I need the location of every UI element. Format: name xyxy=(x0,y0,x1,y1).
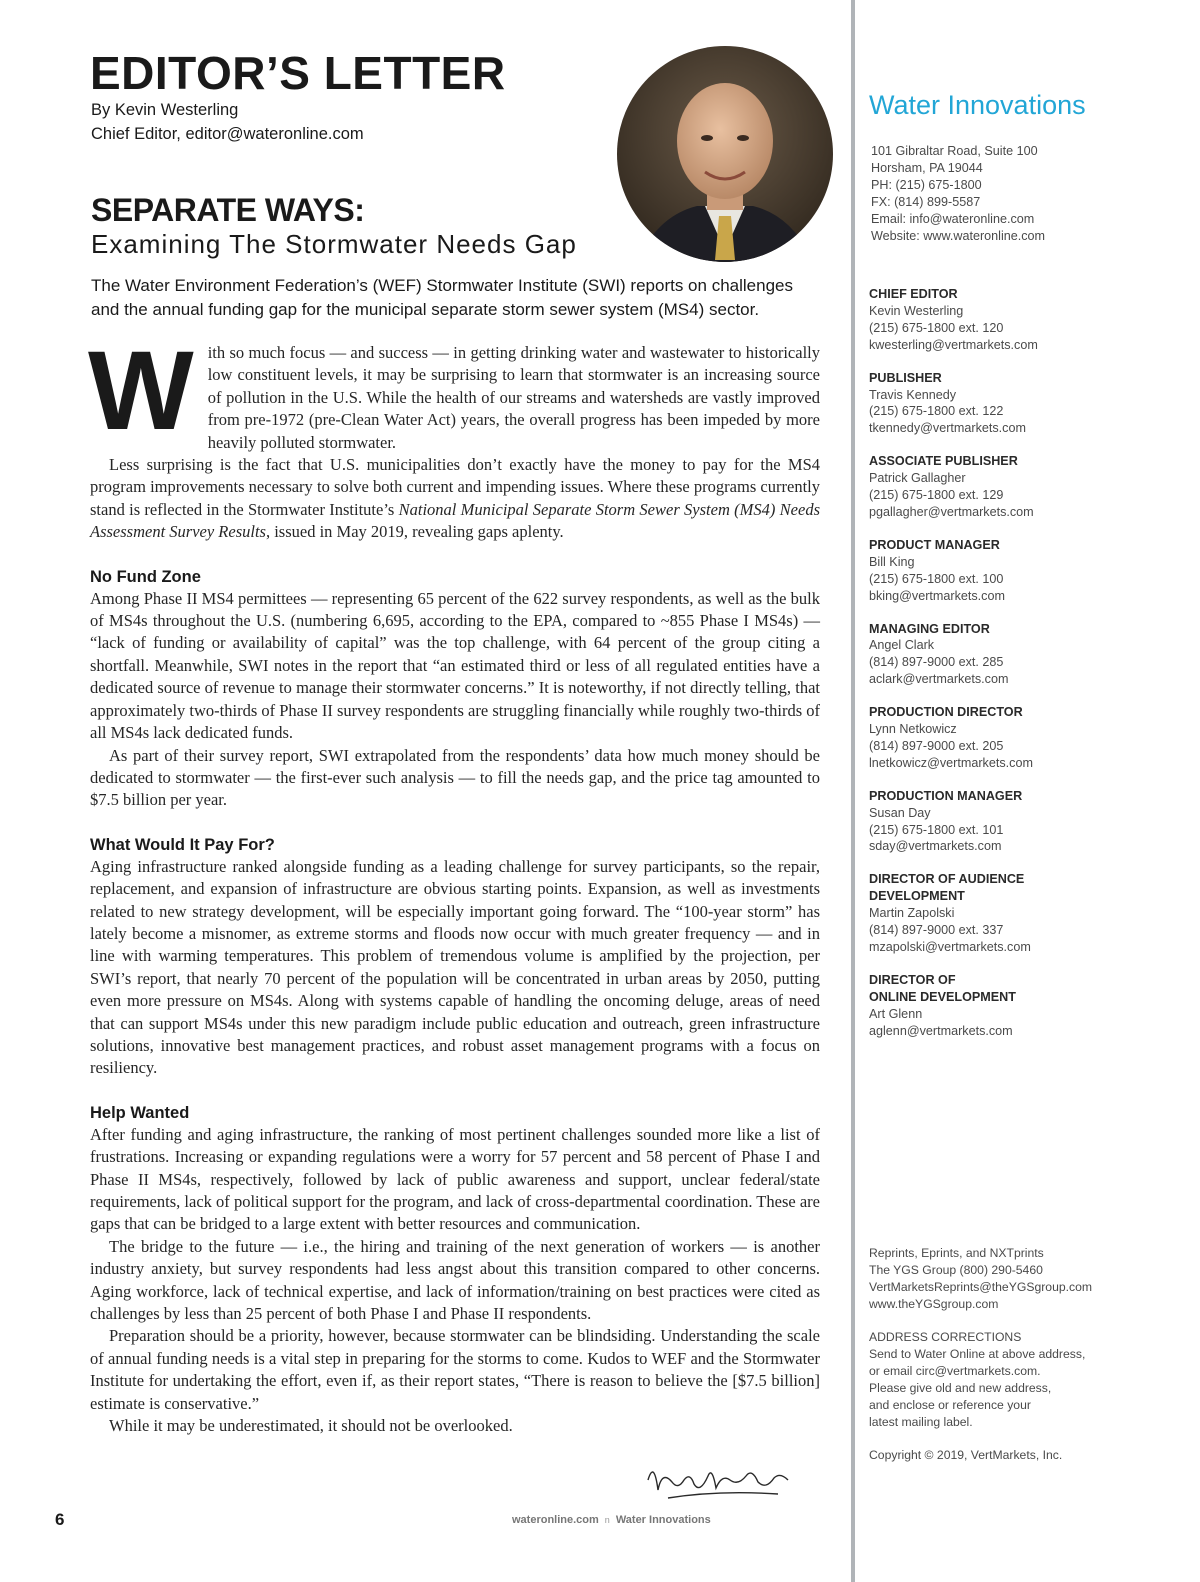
author-portrait xyxy=(617,46,833,262)
footer-publication: Water Innovations xyxy=(615,1514,711,1526)
staff-list xyxy=(869,286,1169,1056)
section-title: EDITOR’S LETTER xyxy=(90,47,506,99)
corrections-line: or email circ@vertmarkets.com. xyxy=(869,1363,1041,1378)
staff-entry xyxy=(869,704,1169,772)
staff-role: ASSOCIATE PUBLISHER xyxy=(869,454,1018,469)
staff-name: Patrick Gallagher xyxy=(869,471,966,486)
staff-name: Lynn Netkowicz xyxy=(869,722,957,737)
paragraph-text: Less surprising is the fact that U.S. municipalities don’t exactly have the money to pay for the MS4 program improvements necessary to solve both current and impending issues. Where these programs currently stand is reflected in the Stormwater Institute’s xyxy=(90,455,820,519)
staff-entry xyxy=(869,453,1169,521)
staff-phone: (814) 897-9000 ext. 337 xyxy=(869,923,1004,938)
staff-phone: (215) 675-1800 ext. 120 xyxy=(869,320,1004,335)
byline-author: By Kevin Westerling xyxy=(91,101,239,119)
staff-role: MANAGING EDITOR xyxy=(869,621,990,636)
staff-email: sday@vertmarkets.com xyxy=(869,839,1002,854)
staff-role: DIRECTOR OF AUDIENCE xyxy=(869,872,1025,887)
reprints-line: Reprints, Eprints, and NXTprints xyxy=(869,1246,1044,1260)
reprints-line: The YGS Group (800) 290-5460 xyxy=(869,1262,1043,1277)
author-signature xyxy=(628,1450,808,1515)
staff-email: lnetkowicz@vertmarkets.com xyxy=(869,755,1033,770)
staff-email: tkennedy@vertmarkets.com xyxy=(869,421,1026,436)
staff-role: PRODUCT MANAGER xyxy=(869,537,1000,552)
page-footer xyxy=(512,1514,711,1526)
contact-line: FX: (814) 899-5587 xyxy=(871,194,981,209)
staff-email: kwesterling@vertmarkets.com xyxy=(869,337,1038,352)
staff-email: bking@vertmarkets.com xyxy=(869,588,1005,603)
paragraph-intro xyxy=(88,328,820,454)
staff-role: CHIEF EDITOR xyxy=(869,287,958,301)
staff-role: ONLINE DEVELOPMENT xyxy=(869,989,1016,1004)
staff-name: Bill King xyxy=(869,554,915,569)
column-divider xyxy=(851,0,855,1582)
staff-phone: (215) 675-1800 ext. 122 xyxy=(869,404,1004,419)
headline: SEPARATE WAYS: xyxy=(91,192,365,228)
paragraph: Aging infrastructure ranked alongside funding as a leading challenge for survey participants, so the repair, replacement, and expansion of infrastructure are obvious starting points. Expansion, as well as investments related to new strategy development, will be especially important going forward. The “100-year storm” has lately become a misnomer, as extreme storms and floods now occur with much greater frequency — and in line with warming temperatures. This problem of tremendous volume is amplified by the projection, per SWI’s report, that nearly 70 percent of the population will be concentrated in urban areas by 2050, putting even more pressure on MS4s. Along with systems capable of handling the oncoming deluge, areas of need that can support MS4s under this new paradigm include public education and outreach, green infrastructure solutions, innovative best management practices, and robust asset management programs with a focus on resiliency. xyxy=(90,856,820,1078)
byline-role: Chief Editor, editor@wateronline.com xyxy=(91,125,364,143)
section-heading-help-wanted: Help Wanted xyxy=(90,1103,190,1122)
staff-name: Travis Kennedy xyxy=(869,387,957,402)
staff-entry xyxy=(869,537,1169,605)
copyright: Copyright © 2019, VertMarkets, Inc. xyxy=(869,1448,1063,1462)
staff-name: Susan Day xyxy=(869,805,931,820)
brand-logo: Water Innovations xyxy=(869,90,1086,120)
staff-phone: (215) 675-1800 ext. 100 xyxy=(869,571,1004,586)
footer-separator: n xyxy=(604,1515,610,1525)
paragraph: Among Phase II MS4 permittees — representing 65 percent of the 622 survey respondents, as well as the bulk of MS4s throughout the U.S. (numbering 6,695, according to the EPA, compared to ~855 Phase I MS4s) — “lack of funding or availability of capital” was the top challenge, with 64 percent of the group citing a shortfall. Meanwhile, SWI notes in the report that “an estimated third or less of all regulated entities have a dedicated source of revenue to manage their stormwater concerns.” It is noteworthy, if not directly telling, that approximately two-thirds of Phase II survey respondents are struggling financially while roughly two-thirds of all MS4s lack dedicated funds. xyxy=(90,588,820,743)
reprints-info xyxy=(869,1245,1092,1313)
paragraph-intro-text: ith so much focus — and success — in getting drinking water and wastewater to historically low constituent levels, it may be surprising to learn that stormwater is an increasing source of pollution in the U.S. While the health of our streams and watersheds are vastly improved from pre-1972 (pre-Clean Water Act) years, the overall progress has been impeded by more heavily polluted stormwater. xyxy=(207,343,820,452)
staff-phone: (215) 675-1800 ext. 129 xyxy=(869,488,1004,503)
staff-entry xyxy=(869,871,1169,956)
paragraph: The bridge to the future — i.e., the hiring and training of the next generation of workers — is another industry anxiety, but survey respondents had less angst about this transition compared to other concerns. Aging workforce, lack of technical expertise, and lack of information/training on best practices were cited as challenges by less than 25 percent of both Phase I and Phase II respondents. xyxy=(90,1236,820,1324)
section-heading-no-fund-zone: No Fund Zone xyxy=(90,567,201,586)
address-corrections xyxy=(869,1329,1085,1430)
staff-email: pgallagher@vertmarkets.com xyxy=(869,504,1034,519)
staff-email: aclark@vertmarkets.com xyxy=(869,672,1009,687)
staff-name: Art Glenn xyxy=(869,1006,923,1021)
paragraph: As part of their survey report, SWI extrapolated from the respondents’ data how much money should be dedicated to stormwater — the first-ever such analysis — to fill the needs gap, and the price tag amounted to $7.5 billion per year. xyxy=(90,745,820,810)
paragraph-closing: While it may be underestimated, it should not be overlooked. xyxy=(109,1416,513,1436)
corrections-line: latest mailing label. xyxy=(869,1414,973,1429)
byline xyxy=(91,98,364,146)
staff-entry xyxy=(869,972,1169,1040)
paragraph-text: , issued in May 2019, revealing gaps aplenty. xyxy=(265,522,564,542)
paragraph xyxy=(90,454,820,544)
staff-phone: (814) 897-9000 ext. 205 xyxy=(869,738,1004,753)
contact-line: Horsham, PA 19044 xyxy=(871,160,983,175)
section-heading-what-would-it-pay-for: What Would It Pay For? xyxy=(90,835,275,854)
footer-site: wateronline.com xyxy=(512,1514,599,1526)
staff-entry xyxy=(869,621,1169,689)
staff-email: mzapolski@vertmarkets.com xyxy=(869,940,1031,954)
staff-role: DIRECTOR OF xyxy=(869,972,956,987)
staff-role: DEVELOPMENT xyxy=(869,889,965,904)
staff-name: Kevin Westerling xyxy=(869,303,964,318)
staff-role: PUBLISHER xyxy=(869,370,942,385)
staff-phone: (215) 675-1800 ext. 101 xyxy=(869,822,1004,837)
report-title: National Municipal Separate Storm Sewer System (MS4) Needs Assessment Survey Results xyxy=(90,499,820,542)
contact-info xyxy=(871,143,1045,244)
article-body xyxy=(88,328,820,1437)
corrections-line: and enclose or reference your xyxy=(869,1397,1031,1412)
staff-entry xyxy=(869,286,1169,354)
page-number: 6 xyxy=(55,1510,65,1529)
corrections-line: Please give old and new address, xyxy=(869,1380,1052,1395)
contact-line: Website: www.wateronline.com xyxy=(871,228,1046,243)
corrections-line: Send to Water Online at above address, xyxy=(869,1346,1086,1361)
drop-cap: W xyxy=(88,328,194,453)
staff-name: Angel Clark xyxy=(869,638,935,653)
staff-entry xyxy=(869,788,1169,856)
deck-summary: The Water Environment Federation’s (WEF) Stormwater Institute (SWI) reports on challenges and the annual funding gap for the municipal separate storm sewer system (MS4) sector. xyxy=(91,276,793,319)
contact-line: PH: (215) 675-1800 xyxy=(871,177,982,192)
contact-line: 101 Gibraltar Road, Suite 100 xyxy=(871,144,1038,158)
staff-entry xyxy=(869,370,1169,438)
staff-name: Martin Zapolski xyxy=(869,906,955,921)
paragraph: Preparation should be a priority, however, because stormwater can be blindsiding. Understanding the scale of annual funding needs is a vital step in preparing for the storms to come. Kudos to WEF and the Stormwater Institute for undertaking the effort, even if, as their report states, “There is reason to believe the [$7.5 billion] estimate is conservative.” xyxy=(90,1326,820,1413)
reprints-line: www.theYGSgroup.com xyxy=(869,1296,999,1311)
staff-email: aglenn@vertmarkets.com xyxy=(869,1023,1013,1038)
corrections-line: ADDRESS CORRECTIONS xyxy=(869,1330,1022,1344)
staff-role: PRODUCTION MANAGER xyxy=(869,788,1023,803)
staff-phone: (814) 897-9000 ext. 285 xyxy=(869,655,1004,670)
staff-role: PRODUCTION DIRECTOR xyxy=(869,705,1023,720)
reprints-line: VertMarketsReprints@theYGSgroup.com xyxy=(869,1279,1093,1294)
paragraph: After funding and aging infrastructure, the ranking of most pertinent challenges sounded more like a list of frustrations. Increasing or expanding regulations were a worry for 57 percent and 58 percent of Phase I and Phase II MS4s, respectively, followed by lack of public awareness and support, unclear federal/state requirements, lack of political support for the program, and lack of cross-departmental coordination. These are gaps that can be bridged to a large extent with better resources and communication. xyxy=(90,1124,820,1234)
contact-line: Email: info@wateronline.com xyxy=(871,211,1035,226)
subheadline: Examining The Stormwater Needs Gap xyxy=(91,229,577,259)
